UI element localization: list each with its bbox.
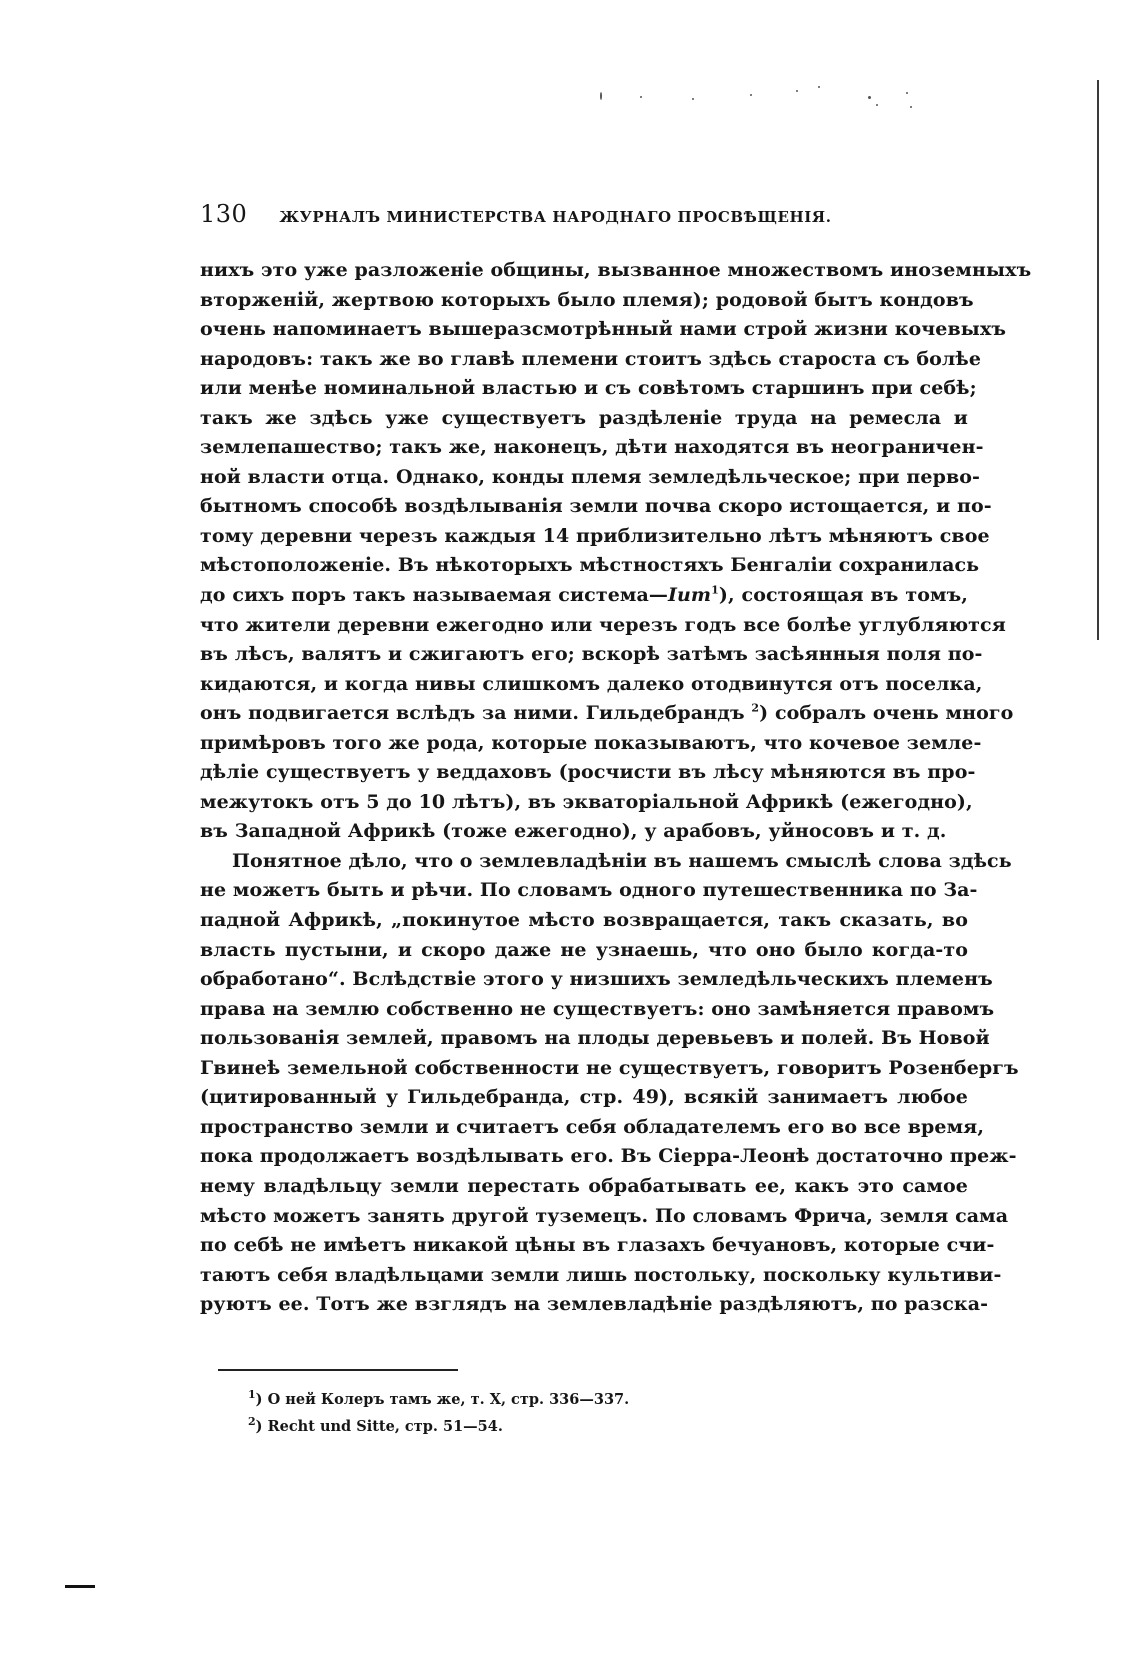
running-header: [200, 200, 900, 234]
text-fragment: до сихъ поръ такъ называемая система—: [200, 584, 668, 607]
text-line: тому деревни черезъ каждыя 14 приблизительно лѣтъ мѣняютъ свое: [200, 524, 990, 547]
text-line-jum: [200, 581, 968, 611]
text-line: мѣсто можетъ занять другой туземецъ. По словамъ Фрича, земля сама: [200, 1204, 1009, 1227]
text-line: падной Африкѣ, „покинутое мѣсто возвращается, такъ сказать, во: [200, 909, 968, 932]
footnote-mark: 1: [248, 1388, 256, 1402]
text-line: кидаются, и когда нивы слишкомъ далеко отодвинутся отъ поселка,: [200, 672, 983, 695]
text-line: власть пустыни, и скоро даже не узнаешь, что оно было когда-то: [200, 938, 968, 961]
text-line: землепашество; такъ же, наконецъ, дѣти находятся въ неограничен-: [200, 436, 984, 459]
text-line: ной власти отца. Однако, конды племя земледѣльческое; при перво-: [200, 465, 981, 488]
text-line: вторженій, жертвою которыхъ было племя); родовой бытъ кондовъ: [200, 288, 974, 311]
text-line: примѣровъ того же рода, которые показываютъ, что кочевое земле-: [200, 731, 982, 754]
speck: [750, 94, 752, 96]
text-fragment: ) собралъ очень много: [759, 702, 1014, 725]
running-head-title: ЖУРНАЛЪ МИНИСТЕРСТВА НАРОДНАГО ПРОСВѢЩЕНІЯ.: [279, 208, 832, 226]
footnote: [248, 1413, 848, 1440]
margin-dash-mark: [65, 1585, 95, 1588]
speck: [868, 96, 871, 99]
text-line: такъ же здѣсь уже существуетъ раздѣленіе труда на ремесла и: [200, 406, 968, 429]
text-line: руютъ ее. Тотъ же взглядъ на землевладѣніе раздѣляютъ, по разска-: [200, 1293, 989, 1316]
scan-specks: [600, 86, 1000, 126]
text-line: что жители деревни ежегодно или черезъ годъ все болѣе углубляются: [200, 613, 1006, 636]
footnote-mark: 2: [248, 1415, 256, 1429]
italic-term: Ium: [668, 584, 712, 607]
text-line: по себѣ не имѣетъ никакой цѣны въ глазахъ бечуановъ, которые счи-: [200, 1234, 995, 1257]
speck: [910, 106, 912, 108]
page-number: 130: [200, 200, 248, 228]
text-line: очень напоминаетъ вышеразсмотрѣнный нами строй жизни кочевыхъ: [200, 318, 1007, 341]
text-fragment: ), состоящая въ томъ,: [718, 584, 968, 607]
footnote-ref: 1: [711, 583, 719, 597]
text-line: обработано“. Вслѣдствіе этого у низшихъ земледѣльческихъ племенъ: [200, 968, 993, 991]
text-line: нихъ это уже разложеніе общины, вызванное множествомъ иноземныхъ: [200, 259, 1032, 281]
text-line: народовъ: такъ же во главѣ племени стоитъ здѣсь староста съ болѣе: [200, 347, 982, 370]
speck: [906, 92, 908, 94]
text-line: пока продолжаетъ воздѣлывать его. Въ Сіерра-Леонѣ достаточно преж-: [200, 1145, 1017, 1168]
text-line: мѣстоположеніе. Въ нѣкоторыхъ мѣстностяхъ Бенгаліи сохранилась: [200, 554, 980, 577]
footnote-ref: 2: [751, 701, 760, 715]
footnote-text: ) О ней Колеръ тамъ же, т. X, стр. 336—337.: [255, 1391, 630, 1408]
footnote-rule: [218, 1369, 458, 1371]
speck: [692, 98, 694, 100]
text-line: таютъ себя владѣльцами земли лишь постольку, поскольку культиви-: [200, 1263, 1002, 1286]
speck: [796, 90, 798, 92]
footnote-text: ) Recht und Sitte, стр. 51—54.: [255, 1418, 503, 1435]
text-line: пространство земли и считаетъ себя обладателемъ его во все время,: [200, 1115, 985, 1138]
text-line: бытномъ способѣ воздѣлыванія земли почва скоро истощается, и по-: [200, 495, 992, 518]
text-line: межутокъ отъ 5 до 10 лѣтъ), въ экваторіальной Африкѣ (ежегодно),: [200, 790, 973, 813]
text-line-hildebrand: [200, 699, 1014, 729]
speck: [640, 96, 642, 98]
footnote: [248, 1386, 848, 1413]
text-line: не можетъ быть и рѣчи. По словамъ одного путешественника по За-: [200, 879, 978, 902]
text-line: права на землю собственно не существуетъ: оно замѣняется правомъ: [200, 997, 995, 1020]
text-line: въ лѣсъ, валятъ и сжигаютъ его; вскорѣ затѣмъ засѣянныя поля по-: [200, 643, 983, 666]
text-line: дѣліе существуетъ у веддаховъ (росчисти въ лѣсу мѣняются въ про-: [200, 761, 976, 784]
page-edge-rule: [1097, 80, 1099, 640]
text-line: или менѣе номинальной властью и съ совѣтомъ старшинъ при себѣ;: [200, 377, 977, 400]
text-line: въ Западной Африкѣ (тоже ежегодно), у арабовъ, уйносовъ и т. д.: [200, 820, 947, 843]
text-line: Гвинеѣ земельной собственности не существуетъ, говоритъ Розенбергъ: [200, 1056, 1019, 1079]
text-line: (цитированный у Гильдебранда, стр. 49), всякій занимаетъ любое: [200, 1086, 968, 1109]
speck: [600, 92, 602, 100]
speck: [876, 104, 878, 106]
text-line: нему владѣльцу земли перестать обрабатывать ее, какъ это самое: [200, 1174, 968, 1197]
text-line: пользованія землей, правомъ на плоды деревьевъ и полей. Въ Новой: [200, 1027, 990, 1050]
body-text: [200, 256, 1032, 1320]
speck: [818, 86, 820, 88]
text-line: Понятное дѣло, что о землевладѣніи въ нашемъ смыслѣ слова здѣсь: [232, 849, 1012, 872]
text-fragment: онъ подвигается вслѣдъ за ними. Гильдебрандъ: [200, 702, 752, 725]
footnotes: [248, 1386, 848, 1440]
